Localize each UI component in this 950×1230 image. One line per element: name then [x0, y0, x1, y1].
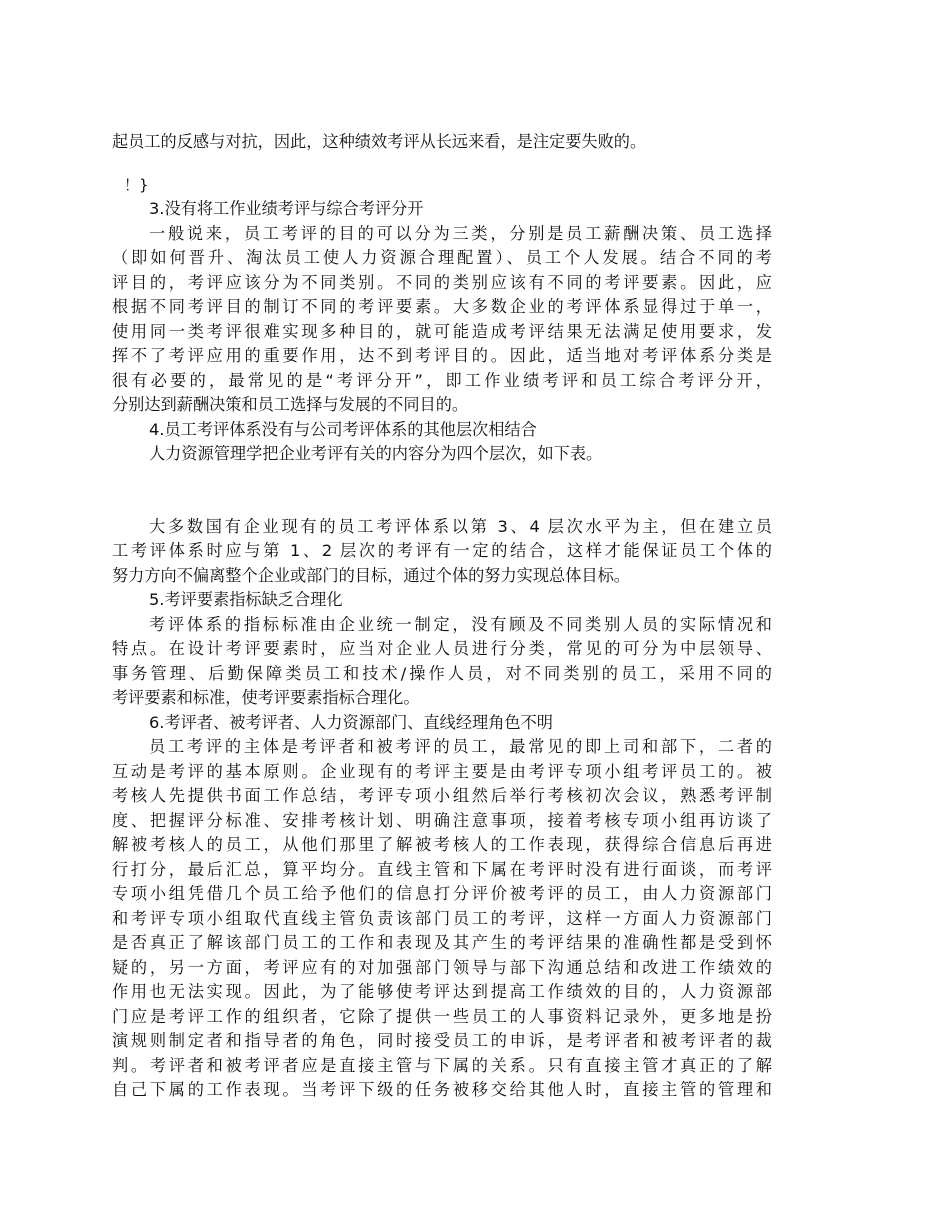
text-line: 考评体系的指标标准由企业统一制定，没有顾及不同类别人员的实际情况和 [149, 614, 772, 634]
text-line: 大多数国有企业现有的员工考评体系以第 3、4 层次水平为主，但在建立员 [149, 516, 772, 536]
section-heading-3: 3.没有将工作业绩考评与综合考评分开 [149, 199, 424, 218]
section-heading-6: 6.考评者、被考评者、人力资源部门、直线经理角色不明 [149, 712, 553, 732]
paragraph-section-5 [112, 613, 772, 711]
text-line: 互动是考评的基本原则。企业现有的考评主要是由考评专项小组考评员工的。被 [112, 761, 772, 781]
text-line: 行打分，最后汇总，算平均分。直线主管和下属在考评时没有进行面谈，而考评 [112, 859, 772, 879]
text-line: 考核人先提供书面工作总结，考评专项小组然后举行考核初次会议，熟悉考评制 [112, 786, 772, 805]
text-line: 分别达到薪酬决策和员工选择与发展的不同目的。 [112, 395, 469, 414]
paragraph-section-4-intro: 人力资源管理学把企业考评有关的内容分为四个层次，如下表。 [149, 444, 603, 463]
text-line: 评目的，考评应该分为不同类别。不同的类别应该有不同的考评要素。因此，应 [112, 272, 772, 292]
text-line: 一般说来，员工考评的目的可以分为三类，分别是员工薪酬决策、员工选择 [149, 223, 772, 243]
text-line: 是否真正了解该部门员工的工作和表现及其产生的考评结果的准确性都是受到怀 [112, 933, 772, 952]
text-line: 专项小组凭借几个员工给予他们的信息打分评价被考评的员工，由人力资源部门 [112, 884, 772, 903]
text-line: 使用同一类考评很难实现多种目的，就可能造成考评结果无法满足使用要求，发 [112, 321, 772, 341]
stray-mark: ！} [124, 175, 149, 194]
text-line: 疑的，另一方面，考评应有的对加强部门领导与部下沟通总结和改进工作绩效的 [112, 957, 772, 977]
paragraph-section-3 [112, 222, 772, 418]
section-heading-5: 5.考评要素指标缺乏合理化 [149, 590, 343, 609]
text-line: （即如何晋升、淘汰员工使人力资源合理配置）、员工个人发展。结合不同的考 [112, 248, 772, 267]
text-line: 员工考评的主体是考评者和被考评的员工，最常见的即上司和部下，二者的 [149, 737, 772, 756]
text-line: 事务管理、后勤保障类员工和技术/操作人员，对不同类别的员工，采用不同的 [112, 663, 772, 683]
text-line: 度、把握评分标准、安排考核计划、明确注意事项，接着考核专项小组再访谈了 [112, 810, 772, 830]
document-page [112, 130, 772, 1103]
text-line: 考评要素和标准，使考评要素指标合理化。 [112, 688, 420, 707]
text-line: 根据不同考评目的制订不同的考评要素。大多数企业的考评体系显得过于单一， [112, 297, 772, 316]
paragraph-section-6 [112, 735, 772, 1103]
text-line: 挥不了考评应用的重要作用，达不到考评目的。因此，适当地对考评体系分类是 [112, 346, 772, 365]
text-line: 和考评专项小组取代直线主管负责该部门员工的考评，这样一方面人力资源部门 [112, 908, 772, 928]
text-line: 特点。在设计考评要素时，应当对企业人员进行分类，常见的可分为中层领导、 [112, 639, 772, 658]
text-line: 解被考核人的员工，从他们那里了解被考核人的工作表现，获得综合信息后再进 [112, 835, 772, 854]
section-heading-4: 4.员工考评体系没有与公司考评体系的其他层次相结合 [149, 419, 537, 439]
text-line: 门应是考评工作的组织者，它除了提供一些员工的人事资料记录外，更多地是扮 [112, 1006, 772, 1026]
text-line: 自己下属的工作表现。当考评下级的任务被移交给其他人时，直接主管的管理和 [112, 1080, 772, 1099]
text-line: 演规则制定者和指导者的角色，同时接受员工的申诉，是考评者和被考评者的裁 [112, 1031, 772, 1050]
text-line: 作用也无法实现。因此，为了能够使考评达到提高工作绩效的目的，人力资源部 [112, 982, 772, 1001]
text-line: 很有必要的，最常见的是“考评分开”，即工作业绩考评和员工综合考评分开， [112, 370, 772, 390]
text-line: 努力方向不偏离整个企业或部门的目标，通过个体的努力实现总体目标。 [112, 565, 630, 585]
paragraph-section-4-body [112, 515, 772, 589]
text-line: 工考评体系时应与第 1、2 层次的考评有一定的结合，这样才能保证员工个体的 [112, 541, 772, 560]
text-line: 判。考评者和被考评者应是直接主管与下属的关系。只有直接主管才真正的了解 [112, 1055, 772, 1075]
paragraph-continuation: 起员工的反感与对抗，因此，这种绩效考评从长远来看，是注定要失败的。 [112, 132, 647, 151]
